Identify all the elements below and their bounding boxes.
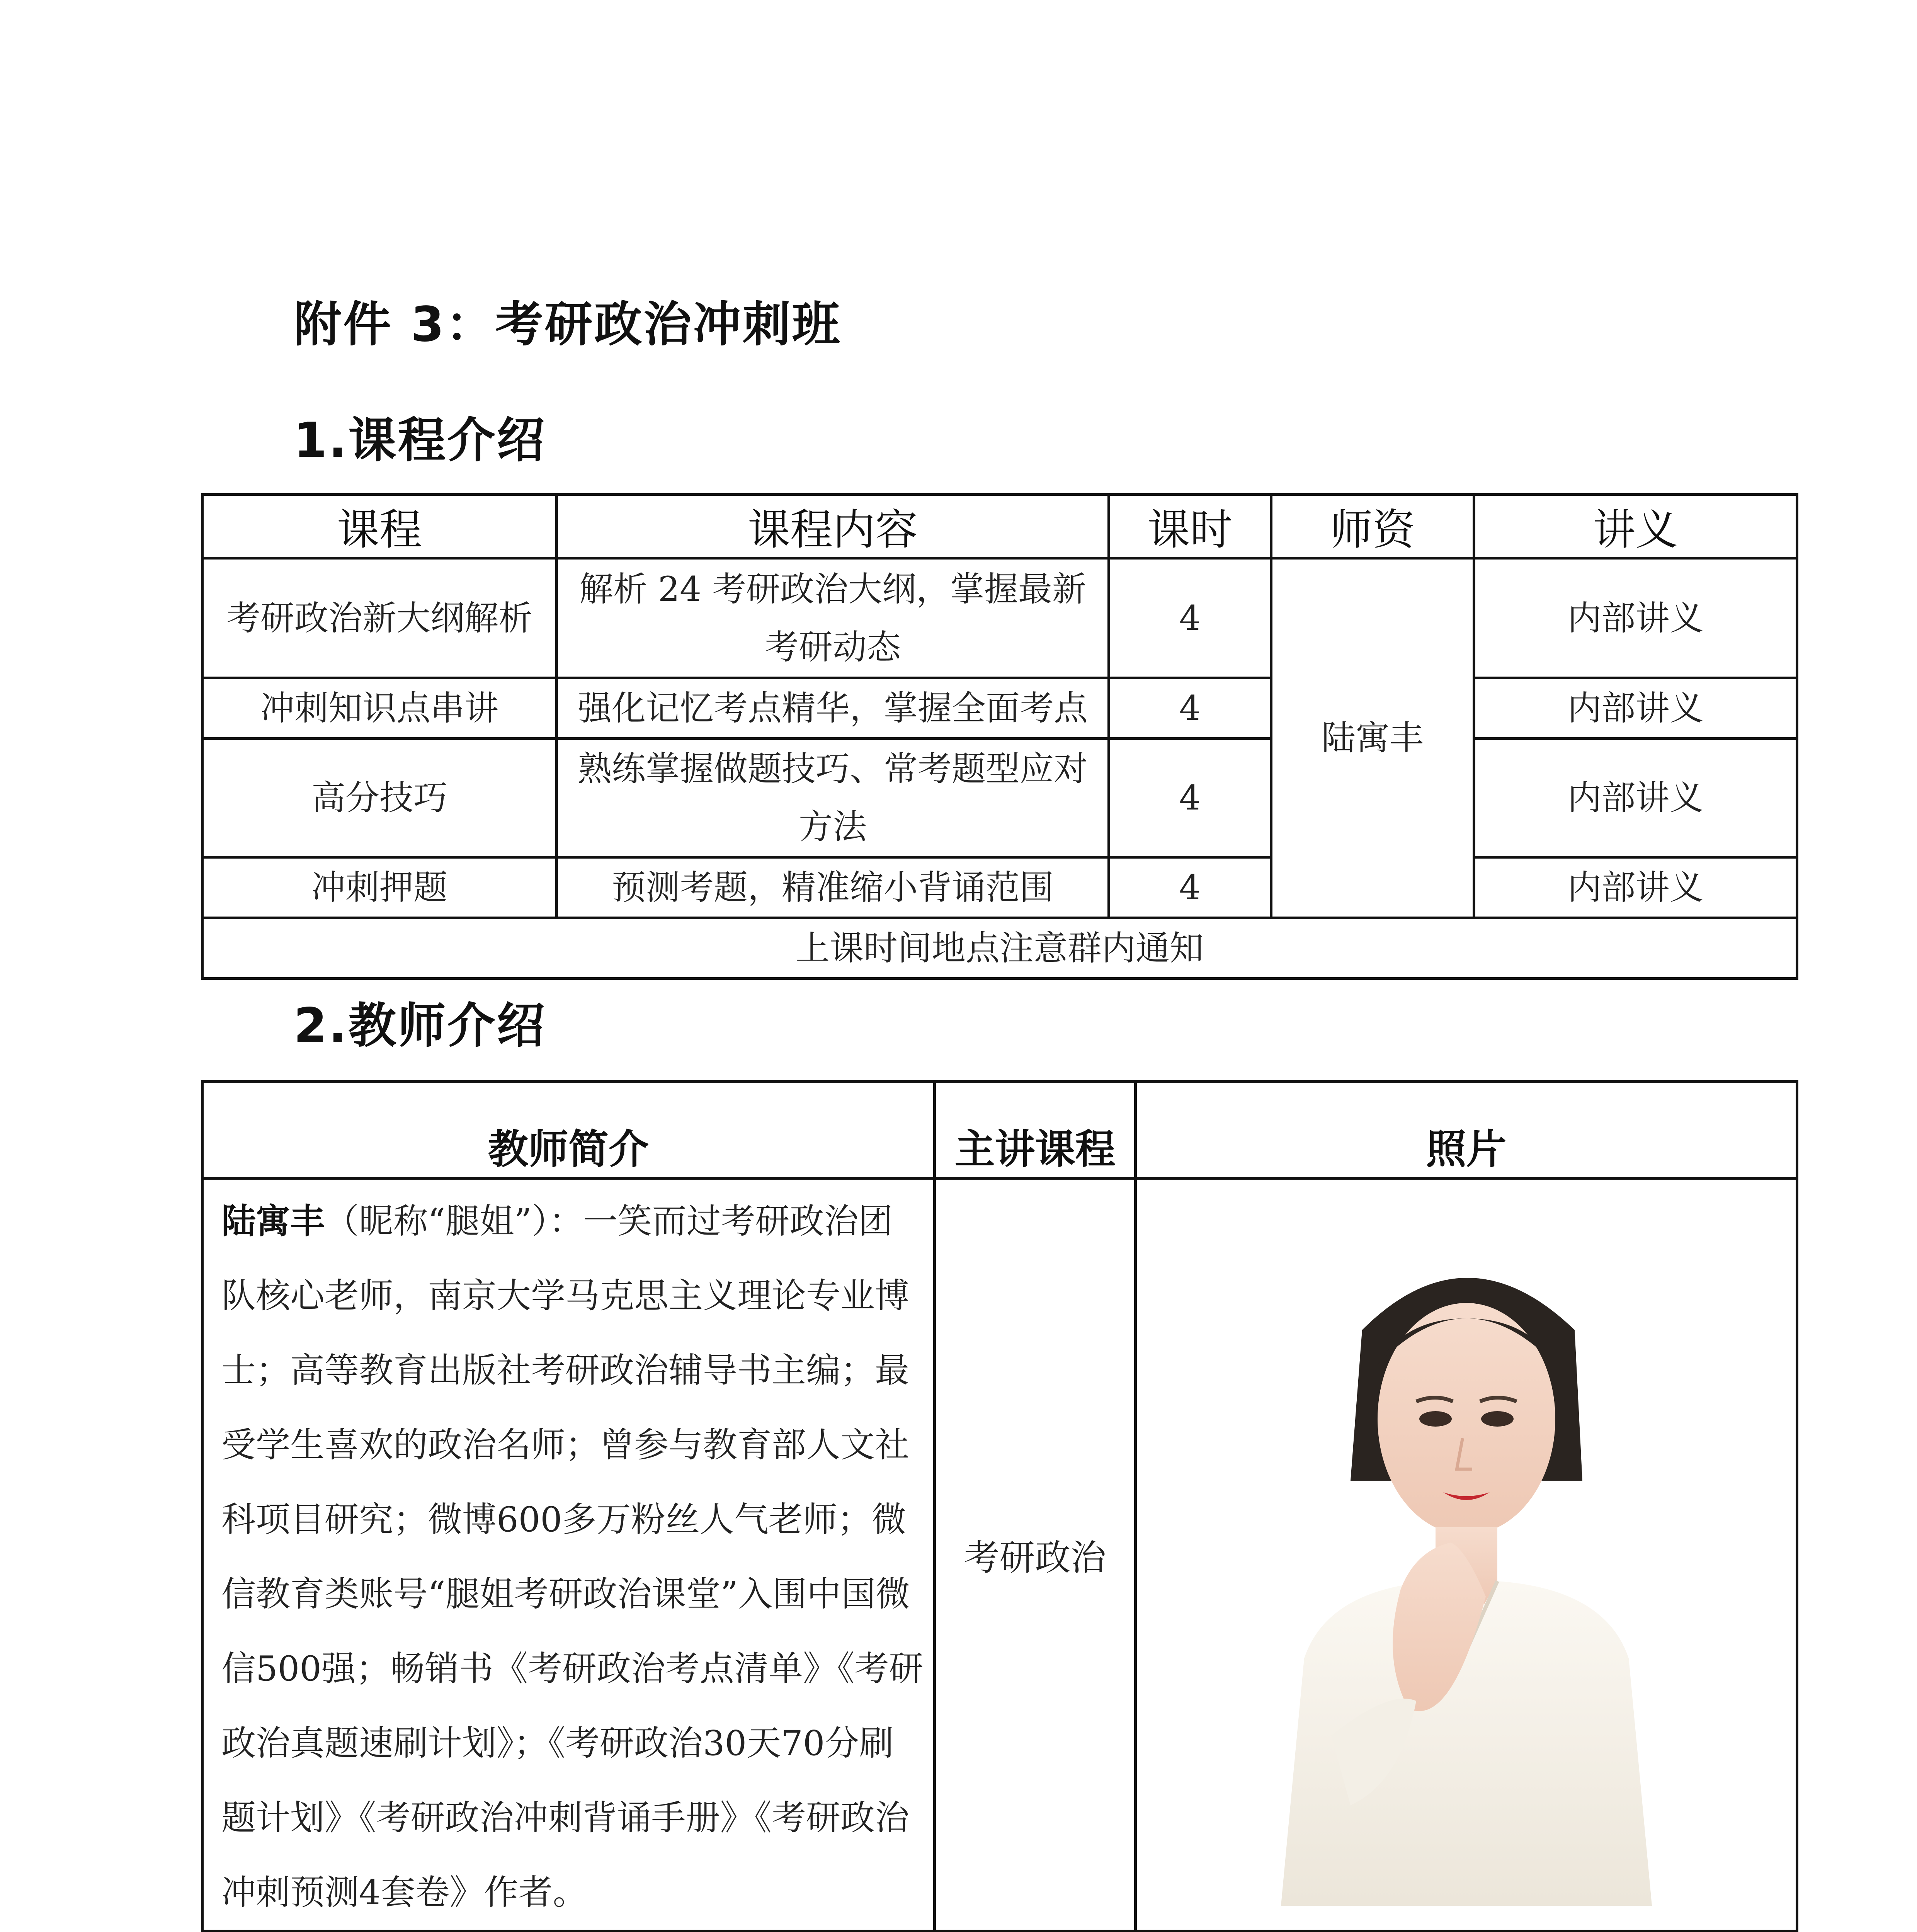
course-hours: 4 bbox=[1109, 739, 1271, 857]
header-subject: 主讲课程 bbox=[935, 1082, 1136, 1179]
table-row bbox=[202, 678, 1797, 739]
header-teacher: 师资 bbox=[1271, 495, 1474, 558]
course-content: 熟练掌握做题技巧、常考题型应对方法 bbox=[557, 739, 1109, 857]
section1-title: 1.课程介绍 bbox=[294, 413, 546, 468]
teacher-photo bbox=[1136, 1179, 1797, 1931]
teacher-bio bbox=[202, 1179, 935, 1931]
header-material: 讲义 bbox=[1474, 495, 1797, 558]
course-hours: 4 bbox=[1109, 678, 1271, 739]
attachment-title: 附件 3：考研政治冲刺班 bbox=[294, 297, 842, 352]
course-name: 考研政治新大纲解析 bbox=[202, 558, 557, 678]
teacher-photo-image bbox=[1235, 1202, 1698, 1906]
table-row bbox=[202, 857, 1797, 918]
course-material: 内部讲义 bbox=[1474, 857, 1797, 918]
table-row bbox=[202, 739, 1797, 857]
course-name: 冲刺知识点串讲 bbox=[202, 678, 557, 739]
header-course: 课程 bbox=[202, 495, 557, 558]
table-row bbox=[202, 1179, 1797, 1931]
course-material: 内部讲义 bbox=[1474, 678, 1797, 739]
teacher-bio-text: （昵称“腿姐”）：一笑而过考研政治团队核心老师，南京大学马克思主义理论专业博士；高等教育出版社考研政治辅导书主编；最受学生喜欢的政治名师；曾参与教育部人文社科项目研究；微博600多万粉丝人气老师；微信教育类账号“腿姐考研政治课堂”入围中国微信500强；畅销书《考研政治考点清单》《考研政治真题速刷计划》；《考研政治30天70分刷题计划》《考研政治冲刺背诵手册》《考研政治冲刺预测4套卷》作者。 bbox=[221, 1201, 924, 1912]
schedule-note: 上课时间地点注意群内通知 bbox=[202, 918, 1797, 979]
course-hours: 4 bbox=[1109, 857, 1271, 918]
course-table bbox=[201, 493, 1798, 980]
teacher-bio-name: 陆寓丰 bbox=[221, 1201, 325, 1241]
course-content: 预测考题，精准缩小背诵范围 bbox=[557, 857, 1109, 918]
teacher-table bbox=[201, 1080, 1798, 1932]
course-content: 解析 24 考研政治大纲，掌握最新考研动态 bbox=[557, 558, 1109, 678]
course-hours: 4 bbox=[1109, 558, 1271, 678]
table-row bbox=[202, 558, 1797, 678]
section2-title: 2.教师介绍 bbox=[294, 998, 546, 1054]
header-content: 课程内容 bbox=[557, 495, 1109, 558]
course-name: 高分技巧 bbox=[202, 739, 557, 857]
teacher-name: 陆寓丰 bbox=[1271, 558, 1474, 918]
table-header-row bbox=[202, 1082, 1797, 1179]
header-photo: 照片 bbox=[1136, 1082, 1797, 1179]
table-note-row bbox=[202, 918, 1797, 979]
teacher-subject: 考研政治 bbox=[935, 1179, 1136, 1931]
header-bio: 教师简介 bbox=[202, 1082, 935, 1179]
header-hours: 课时 bbox=[1109, 495, 1271, 558]
course-material: 内部讲义 bbox=[1474, 739, 1797, 857]
course-material: 内部讲义 bbox=[1474, 558, 1797, 678]
course-content: 强化记忆考点精华，掌握全面考点 bbox=[557, 678, 1109, 739]
course-name: 冲刺押题 bbox=[202, 857, 557, 918]
table-header-row bbox=[202, 495, 1797, 558]
